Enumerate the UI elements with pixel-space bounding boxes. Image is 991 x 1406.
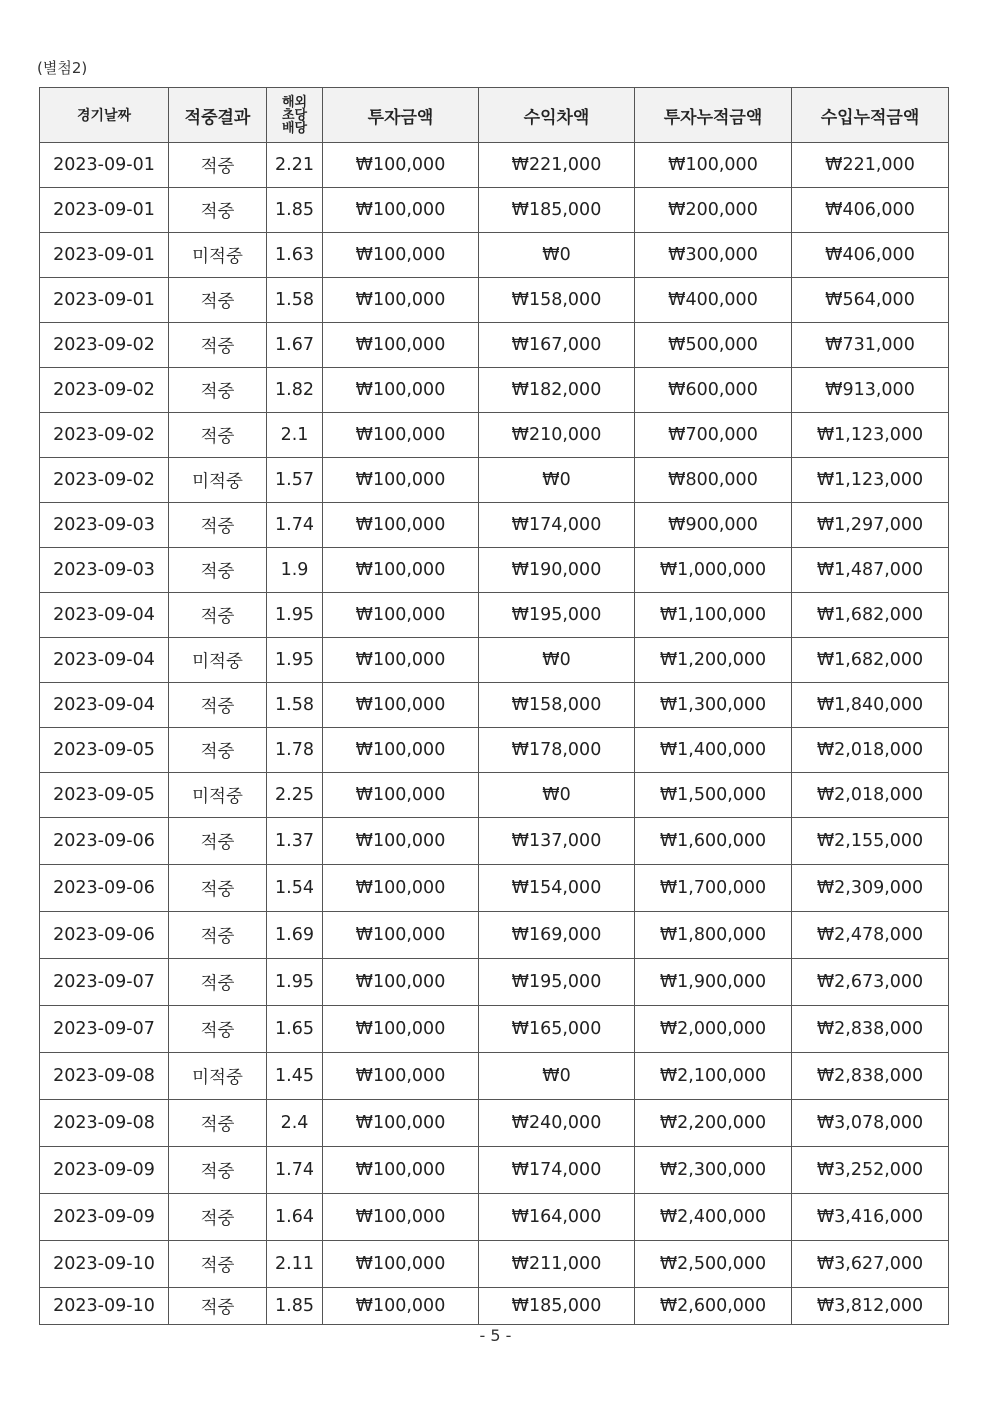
cell-odds: 2.25 [267,773,323,818]
cell-odds: 1.64 [267,1194,323,1241]
cell-profit: ₩0 [479,1053,635,1100]
cell-date: 2023-09-01 [40,188,169,233]
cell-profit: ₩195,000 [479,959,635,1006]
cell-date: 2023-09-04 [40,638,169,683]
cell-cumulative-stake: ₩1,100,000 [635,593,792,638]
cell-stake: ₩100,000 [323,1147,479,1194]
cell-odds: 1.69 [267,912,323,959]
cell-date: 2023-09-09 [40,1147,169,1194]
cell-date: 2023-09-07 [40,959,169,1006]
table-body [40,143,949,1325]
cell-cumulative-income: ₩2,838,000 [792,1053,949,1100]
cell-stake: ₩100,000 [323,368,479,413]
cell-result: 적중 [169,865,267,912]
cell-stake: ₩100,000 [323,233,479,278]
cell-stake: ₩100,000 [323,548,479,593]
cell-result: 미적중 [169,1053,267,1100]
cell-result: 적중 [169,278,267,323]
cell-odds: 2.1 [267,413,323,458]
cell-odds: 1.63 [267,233,323,278]
table-row [40,368,949,413]
cell-cumulative-income: ₩406,000 [792,233,949,278]
cell-cumulative-stake: ₩200,000 [635,188,792,233]
cell-stake: ₩100,000 [323,1241,479,1288]
table-row [40,188,949,233]
cell-date: 2023-09-02 [40,323,169,368]
cell-cumulative-stake: ₩300,000 [635,233,792,278]
cell-cumulative-income: ₩731,000 [792,323,949,368]
cell-cumulative-income: ₩1,682,000 [792,593,949,638]
cell-result: 적중 [169,683,267,728]
header-cumulative-income: 수입누적금액 [792,88,949,143]
cell-date: 2023-09-03 [40,548,169,593]
header-odds [267,88,323,143]
cell-stake: ₩100,000 [323,728,479,773]
cell-stake: ₩100,000 [323,1053,479,1100]
cell-odds: 1.74 [267,1147,323,1194]
cell-result: 미적중 [169,233,267,278]
cell-cumulative-stake: ₩2,200,000 [635,1100,792,1147]
cell-result: 적중 [169,593,267,638]
cell-stake: ₩100,000 [323,818,479,865]
cell-profit: ₩0 [479,458,635,503]
cell-date: 2023-09-10 [40,1288,169,1325]
cell-cumulative-income: ₩1,123,000 [792,458,949,503]
cell-cumulative-stake: ₩1,200,000 [635,638,792,683]
cell-cumulative-stake: ₩1,500,000 [635,773,792,818]
cell-date: 2023-09-06 [40,865,169,912]
cell-cumulative-stake: ₩1,600,000 [635,818,792,865]
cell-cumulative-income: ₩2,018,000 [792,773,949,818]
cell-profit: ₩0 [479,773,635,818]
cell-profit: ₩221,000 [479,143,635,188]
cell-odds: 1.95 [267,959,323,1006]
cell-cumulative-income: ₩2,309,000 [792,865,949,912]
cell-profit: ₩185,000 [479,188,635,233]
cell-result: 적중 [169,959,267,1006]
cell-profit: ₩185,000 [479,1288,635,1325]
cell-date: 2023-09-05 [40,773,169,818]
table-row [40,912,949,959]
table-row [40,818,949,865]
cell-cumulative-stake: ₩800,000 [635,458,792,503]
cell-result: 적중 [169,912,267,959]
cell-cumulative-stake: ₩2,400,000 [635,1194,792,1241]
cell-odds: 1.74 [267,503,323,548]
cell-cumulative-income: ₩406,000 [792,188,949,233]
cell-profit: ₩210,000 [479,413,635,458]
cell-date: 2023-09-06 [40,912,169,959]
cell-date: 2023-09-02 [40,458,169,503]
cell-cumulative-stake: ₩1,000,000 [635,548,792,593]
cell-cumulative-stake: ₩100,000 [635,143,792,188]
header-result: 적중결과 [169,88,267,143]
cell-result: 적중 [169,143,267,188]
cell-result: 적중 [169,413,267,458]
cell-cumulative-income: ₩1,297,000 [792,503,949,548]
cell-date: 2023-09-01 [40,278,169,323]
table-row [40,683,949,728]
cell-result: 적중 [169,1100,267,1147]
cell-profit: ₩174,000 [479,503,635,548]
cell-cumulative-income: ₩2,018,000 [792,728,949,773]
table-row [40,1194,949,1241]
table-row [40,1288,949,1325]
cell-profit: ₩174,000 [479,1147,635,1194]
cell-result: 적중 [169,1006,267,1053]
cell-odds: 1.82 [267,368,323,413]
cell-profit: ₩240,000 [479,1100,635,1147]
cell-result: 적중 [169,1194,267,1241]
table-row [40,865,949,912]
table-row [40,458,949,503]
cell-odds: 1.85 [267,1288,323,1325]
cell-date: 2023-09-04 [40,593,169,638]
cell-profit: ₩164,000 [479,1194,635,1241]
cell-cumulative-income: ₩3,416,000 [792,1194,949,1241]
table-header-row [40,88,949,143]
cell-profit: ₩190,000 [479,548,635,593]
cell-result: 적중 [169,1147,267,1194]
table-row [40,323,949,368]
cell-odds: 1.58 [267,278,323,323]
cell-odds: 1.9 [267,548,323,593]
cell-result: 적중 [169,728,267,773]
cell-odds: 2.11 [267,1241,323,1288]
cell-profit: ₩182,000 [479,368,635,413]
cell-cumulative-income: ₩564,000 [792,278,949,323]
cell-cumulative-income: ₩3,812,000 [792,1288,949,1325]
cell-result: 적중 [169,548,267,593]
cell-profit: ₩0 [479,233,635,278]
table-row [40,773,949,818]
cell-cumulative-income: ₩1,487,000 [792,548,949,593]
cell-cumulative-stake: ₩1,900,000 [635,959,792,1006]
header-date: 경기날짜 [40,88,169,143]
cell-cumulative-stake: ₩700,000 [635,413,792,458]
cell-date: 2023-09-08 [40,1053,169,1100]
cell-odds: 1.95 [267,638,323,683]
cell-stake: ₩100,000 [323,959,479,1006]
cell-date: 2023-09-05 [40,728,169,773]
cell-cumulative-income: ₩2,155,000 [792,818,949,865]
cell-date: 2023-09-03 [40,503,169,548]
cell-cumulative-stake: ₩1,800,000 [635,912,792,959]
cell-odds: 1.67 [267,323,323,368]
betting-record-table [39,87,949,1325]
table-row [40,233,949,278]
table-row [40,638,949,683]
cell-profit: ₩154,000 [479,865,635,912]
cell-odds: 1.78 [267,728,323,773]
cell-stake: ₩100,000 [323,413,479,458]
cell-cumulative-income: ₩2,673,000 [792,959,949,1006]
cell-cumulative-stake: ₩500,000 [635,323,792,368]
cell-stake: ₩100,000 [323,143,479,188]
cell-odds: 1.95 [267,593,323,638]
page-number: - 5 - [479,1326,512,1345]
cell-odds: 1.37 [267,818,323,865]
cell-result: 적중 [169,188,267,233]
cell-cumulative-income: ₩1,840,000 [792,683,949,728]
cell-stake: ₩100,000 [323,323,479,368]
cell-date: 2023-09-02 [40,368,169,413]
cell-cumulative-income: ₩1,682,000 [792,638,949,683]
cell-date: 2023-09-09 [40,1194,169,1241]
cell-cumulative-income: ₩3,078,000 [792,1100,949,1147]
cell-odds: 2.21 [267,143,323,188]
table-row [40,548,949,593]
cell-profit: ₩169,000 [479,912,635,959]
cell-profit: ₩167,000 [479,323,635,368]
cell-date: 2023-09-10 [40,1241,169,1288]
cell-profit: ₩158,000 [479,683,635,728]
cell-cumulative-income: ₩2,838,000 [792,1006,949,1053]
header-profit: 수익차액 [479,88,635,143]
cell-stake: ₩100,000 [323,865,479,912]
cell-stake: ₩100,000 [323,503,479,548]
table-row [40,1241,949,1288]
cell-cumulative-stake: ₩1,700,000 [635,865,792,912]
cell-date: 2023-09-02 [40,413,169,458]
cell-profit: ₩165,000 [479,1006,635,1053]
cell-cumulative-stake: ₩400,000 [635,278,792,323]
cell-date: 2023-09-08 [40,1100,169,1147]
cell-cumulative-income: ₩2,478,000 [792,912,949,959]
cell-result: 적중 [169,818,267,865]
header-cumulative-stake: 투자누적금액 [635,88,792,143]
table-row [40,278,949,323]
cell-result: 적중 [169,368,267,413]
cell-cumulative-stake: ₩1,400,000 [635,728,792,773]
cell-odds: 1.85 [267,188,323,233]
cell-profit: ₩195,000 [479,593,635,638]
cell-stake: ₩100,000 [323,188,479,233]
cell-odds: 1.65 [267,1006,323,1053]
cell-result: 미적중 [169,773,267,818]
cell-result: 적중 [169,503,267,548]
table-row [40,593,949,638]
cell-profit: ₩137,000 [479,818,635,865]
cell-date: 2023-09-01 [40,233,169,278]
cell-cumulative-income: ₩3,252,000 [792,1147,949,1194]
cell-date: 2023-09-01 [40,143,169,188]
cell-odds: 1.54 [267,865,323,912]
cell-stake: ₩100,000 [323,773,479,818]
table-row [40,1147,949,1194]
cell-cumulative-stake: ₩900,000 [635,503,792,548]
cell-cumulative-stake: ₩2,300,000 [635,1147,792,1194]
cell-stake: ₩100,000 [323,1194,479,1241]
cell-result: 미적중 [169,458,267,503]
cell-stake: ₩100,000 [323,1006,479,1053]
cell-result: 적중 [169,1288,267,1325]
cell-date: 2023-09-04 [40,683,169,728]
header-odds-label: 해외 초당 배당 [281,94,308,136]
cell-cumulative-stake: ₩2,600,000 [635,1288,792,1325]
cell-cumulative-income: ₩913,000 [792,368,949,413]
table-row [40,1006,949,1053]
cell-cumulative-income: ₩221,000 [792,143,949,188]
cell-date: 2023-09-06 [40,818,169,865]
cell-date: 2023-09-07 [40,1006,169,1053]
cell-stake: ₩100,000 [323,458,479,503]
cell-odds: 1.45 [267,1053,323,1100]
table-row [40,503,949,548]
cell-result: 미적중 [169,638,267,683]
cell-profit: ₩178,000 [479,728,635,773]
cell-cumulative-stake: ₩2,500,000 [635,1241,792,1288]
cell-profit: ₩211,000 [479,1241,635,1288]
header-stake: 투자금액 [323,88,479,143]
attachment-label: (별첨2) [37,59,88,77]
cell-cumulative-income: ₩3,627,000 [792,1241,949,1288]
table-row [40,1053,949,1100]
cell-stake: ₩100,000 [323,1288,479,1325]
cell-stake: ₩100,000 [323,1100,479,1147]
cell-cumulative-stake: ₩2,000,000 [635,1006,792,1053]
cell-result: 적중 [169,323,267,368]
table-row [40,959,949,1006]
cell-stake: ₩100,000 [323,593,479,638]
cell-cumulative-stake: ₩1,300,000 [635,683,792,728]
cell-odds: 1.58 [267,683,323,728]
table-row [40,413,949,458]
cell-profit: ₩0 [479,638,635,683]
cell-profit: ₩158,000 [479,278,635,323]
cell-cumulative-stake: ₩600,000 [635,368,792,413]
cell-odds: 1.57 [267,458,323,503]
cell-cumulative-stake: ₩2,100,000 [635,1053,792,1100]
table-row [40,143,949,188]
cell-stake: ₩100,000 [323,638,479,683]
cell-stake: ₩100,000 [323,278,479,323]
cell-cumulative-income: ₩1,123,000 [792,413,949,458]
cell-stake: ₩100,000 [323,912,479,959]
table-row [40,728,949,773]
cell-stake: ₩100,000 [323,683,479,728]
cell-result: 적중 [169,1241,267,1288]
cell-odds: 2.4 [267,1100,323,1147]
table-row [40,1100,949,1147]
